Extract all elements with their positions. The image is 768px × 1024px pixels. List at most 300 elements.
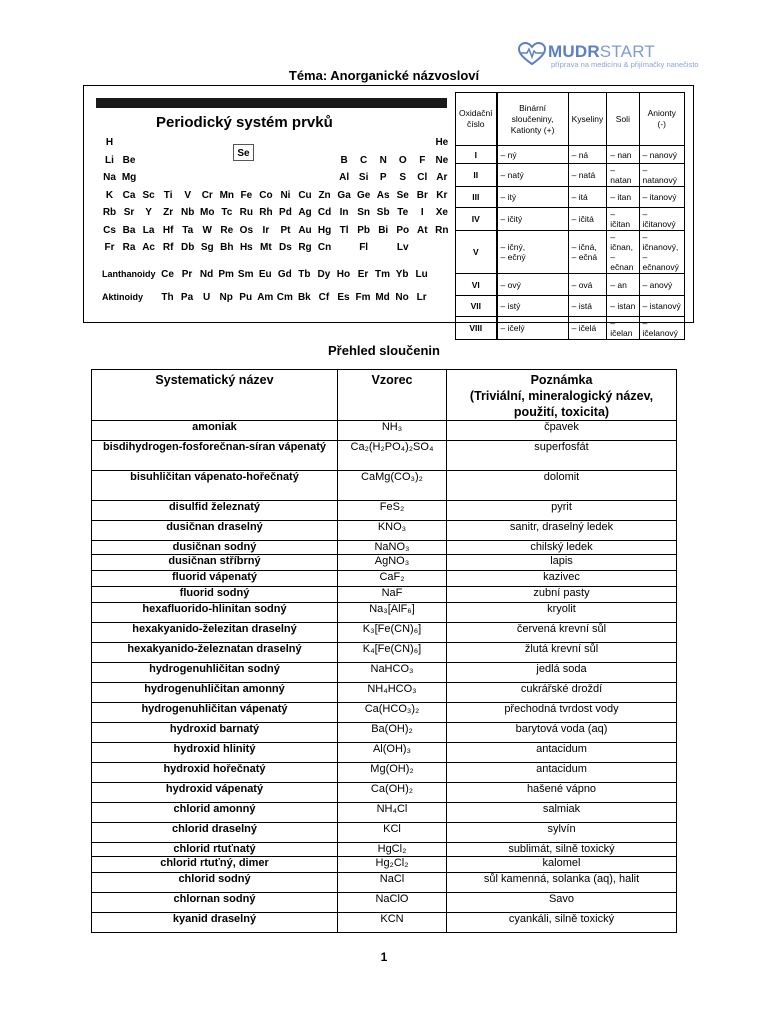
ox-cell-anion: – nanový bbox=[639, 146, 685, 164]
compound-row bbox=[92, 663, 677, 683]
element-cell bbox=[296, 239, 315, 254]
compound-formula: Ca₂(H₂PO₄)₂SO₄ bbox=[338, 441, 447, 471]
compound-note: přechodná tvrdost vody bbox=[447, 703, 677, 723]
compound-note: barytová voda (aq) bbox=[447, 723, 677, 743]
element-cell bbox=[315, 204, 334, 219]
element-symbol: Bh bbox=[220, 242, 234, 253]
ox-cell-num: VI bbox=[456, 274, 497, 296]
element-symbol: Ca bbox=[122, 189, 136, 201]
element-symbol: Np bbox=[219, 292, 233, 303]
logo-wordmark: MUDRSTART bbox=[548, 42, 655, 61]
element-symbol: In bbox=[339, 207, 349, 218]
compound-formula: Ca(HCO₃)₂ bbox=[338, 703, 447, 723]
element-symbol: Ds bbox=[279, 242, 292, 253]
element-symbol: Pt bbox=[280, 224, 291, 236]
element-symbol: F bbox=[419, 154, 426, 166]
element-symbol: Gd bbox=[277, 269, 292, 280]
lanthanoid-cell bbox=[256, 266, 275, 281]
element-cell bbox=[354, 169, 373, 184]
element-cell bbox=[120, 169, 139, 184]
element-cell bbox=[354, 152, 373, 167]
ox-cell-num: III bbox=[456, 187, 497, 208]
element-symbol: Re bbox=[220, 224, 234, 236]
periodic-table-title: Periodický systém prvků bbox=[156, 114, 333, 131]
actinoid-cell bbox=[354, 289, 373, 304]
ox-row bbox=[456, 164, 685, 187]
element-symbol: Br bbox=[416, 189, 428, 201]
legend-element bbox=[233, 144, 254, 161]
element-cell bbox=[393, 169, 412, 184]
compound-row bbox=[92, 603, 677, 623]
element-symbol: Os bbox=[239, 224, 254, 236]
ox-header-cell: Anionty (-) bbox=[639, 93, 685, 146]
element-cell bbox=[237, 187, 256, 202]
element-symbol: Ga bbox=[337, 189, 351, 201]
periodic-table bbox=[96, 98, 447, 312]
actinoid-cell bbox=[373, 289, 392, 304]
compound-formula: NH₄HCO₃ bbox=[338, 683, 447, 703]
compound-note: antacidum bbox=[447, 743, 677, 763]
element-cell bbox=[315, 222, 334, 237]
ox-cell-anion: – ičelanový bbox=[639, 317, 685, 340]
element-cell bbox=[120, 239, 139, 254]
element-cell bbox=[296, 187, 315, 202]
compound-formula: Al(OH)₃ bbox=[338, 743, 447, 763]
element-symbol: Ne bbox=[435, 154, 449, 166]
compound-note: sůl kamenná, solanka (aq), halit bbox=[447, 873, 677, 893]
element-cell bbox=[393, 187, 412, 202]
element-cell bbox=[100, 204, 119, 219]
ox-cell-binary: – istý bbox=[497, 296, 569, 317]
element-cell bbox=[198, 222, 217, 237]
ox-cell-anion: – anový bbox=[639, 274, 685, 296]
element-symbol: Tm bbox=[375, 269, 391, 280]
compound-row bbox=[92, 643, 677, 663]
element-symbol: Sr bbox=[123, 207, 135, 218]
element-symbol: Es bbox=[337, 292, 350, 303]
ox-cell-salt: – natan bbox=[607, 164, 639, 187]
element-cell bbox=[276, 222, 295, 237]
element-cell bbox=[159, 187, 178, 202]
element-symbol: Lr bbox=[416, 292, 427, 303]
element-cell bbox=[432, 187, 451, 202]
compound-note: sylvín bbox=[447, 823, 677, 843]
compound-name: amoniak bbox=[92, 421, 338, 441]
compound-name: hydroxid barnatý bbox=[92, 723, 338, 743]
compound-formula: NaHCO₃ bbox=[338, 663, 447, 683]
ox-cell-num: VII bbox=[456, 296, 497, 317]
compound-note: jedlá soda bbox=[447, 663, 677, 683]
compound-name: hydroxid hořečnatý bbox=[92, 763, 338, 783]
compound-name: dusičnan draselný bbox=[92, 521, 338, 541]
ox-cell-anion: – itanový bbox=[639, 187, 685, 208]
element-symbol: W bbox=[202, 224, 212, 236]
compound-formula: NH₄Cl bbox=[338, 803, 447, 823]
element-symbol: Yb bbox=[395, 269, 409, 280]
compound-row bbox=[92, 823, 677, 843]
ox-cell-num: V bbox=[456, 231, 497, 274]
actinoid-cell bbox=[393, 289, 412, 304]
element-symbol: Sn bbox=[357, 207, 371, 218]
ox-cell-salt: – istan bbox=[607, 296, 639, 317]
element-cell bbox=[393, 152, 412, 167]
element-symbol: Fe bbox=[240, 189, 253, 201]
actinoid-cell bbox=[412, 289, 431, 304]
compound-formula: NH₃ bbox=[338, 421, 447, 441]
element-symbol: Cd bbox=[317, 207, 332, 218]
element-cell bbox=[120, 187, 139, 202]
ox-row bbox=[456, 296, 685, 317]
header-formula: Vzorec bbox=[338, 370, 447, 421]
lanthanoid-cell bbox=[354, 266, 373, 281]
compound-formula: Mg(OH)₂ bbox=[338, 763, 447, 783]
element-symbol: Mg bbox=[121, 172, 137, 183]
compound-note: sanitr, draselný ledek bbox=[447, 521, 677, 541]
element-symbol: Ag bbox=[298, 207, 312, 218]
lanthanoids-label: Lanthanoidy bbox=[102, 269, 156, 279]
element-symbol: Cr bbox=[201, 189, 213, 201]
lanthanoid-cell bbox=[373, 266, 392, 281]
actinoid-cell bbox=[295, 289, 314, 304]
element-cell bbox=[413, 187, 432, 202]
element-symbol: H bbox=[105, 137, 114, 148]
element-cell bbox=[159, 239, 178, 254]
element-symbol: Se bbox=[396, 189, 409, 201]
element-symbol: Hg bbox=[317, 224, 332, 236]
element-symbol: U bbox=[202, 292, 211, 303]
element-symbol: Co bbox=[259, 189, 273, 201]
element-cell bbox=[237, 239, 256, 254]
compound-note: chilský ledek bbox=[447, 541, 677, 555]
element-cell bbox=[256, 187, 275, 202]
compound-name: hexafluorido-hlinitan sodný bbox=[92, 603, 338, 623]
heart-pulse-icon bbox=[518, 42, 546, 66]
element-cell bbox=[139, 239, 158, 254]
element-cell bbox=[432, 204, 451, 219]
ox-cell-binary: – ový bbox=[497, 274, 569, 296]
element-symbol: Pu bbox=[239, 292, 253, 303]
compound-name: bisdihydrogen-fosforečnan-síran vápenatý bbox=[92, 441, 338, 471]
element-symbol: Sc bbox=[142, 189, 155, 201]
compound-formula: AgNO₃ bbox=[338, 555, 447, 571]
element-symbol: Cm bbox=[276, 292, 293, 303]
element-symbol: Nb bbox=[181, 207, 195, 218]
element-cell bbox=[217, 222, 236, 237]
element-cell bbox=[139, 187, 158, 202]
compound-name: hydrogenuhličitan amonný bbox=[92, 683, 338, 703]
element-symbol: Y bbox=[145, 207, 152, 218]
compound-name: dusičnan sodný bbox=[92, 541, 338, 555]
element-symbol: Na bbox=[103, 172, 116, 183]
actinoid-cell bbox=[275, 289, 294, 304]
ox-cell-binary: – itý bbox=[497, 187, 569, 208]
element-cell bbox=[217, 204, 236, 219]
ox-cell-salt: – itan bbox=[607, 187, 639, 208]
compound-note: kazivec bbox=[447, 571, 677, 587]
element-symbol: Fr bbox=[104, 242, 115, 253]
ox-cell-binary: – ný bbox=[497, 146, 569, 164]
ox-cell-salt: – nan bbox=[607, 146, 639, 164]
element-symbol: Pa bbox=[180, 292, 194, 303]
compound-row bbox=[92, 623, 677, 643]
element-symbol: Ho bbox=[336, 269, 351, 280]
element-cell bbox=[354, 239, 373, 254]
compound-note: zubní pasty bbox=[447, 587, 677, 603]
element-cell bbox=[413, 204, 432, 219]
compound-note: salmiak bbox=[447, 803, 677, 823]
element-symbol: Hf bbox=[162, 224, 174, 236]
element-symbol: Tc bbox=[221, 207, 233, 218]
element-symbol: S bbox=[399, 172, 407, 183]
element-symbol: Rh bbox=[259, 207, 273, 218]
element-cell bbox=[159, 204, 178, 219]
element-symbol: Er bbox=[357, 269, 369, 280]
element-cell bbox=[374, 169, 393, 184]
element-cell bbox=[432, 222, 451, 237]
compound-name: hydroxid vápenatý bbox=[92, 783, 338, 803]
compound-formula: Na₃[AlF₆] bbox=[338, 603, 447, 623]
lanthanoid-cell bbox=[334, 266, 353, 281]
ox-cell-acid: – ová bbox=[568, 274, 607, 296]
compound-name: hydroxid hlinitý bbox=[92, 743, 338, 763]
compound-note: červená krevní sůl bbox=[447, 623, 677, 643]
ox-cell-anion: – ičnanový, – ečnanový bbox=[639, 231, 685, 274]
compound-row bbox=[92, 843, 677, 857]
element-symbol: Sg bbox=[200, 242, 214, 253]
compound-formula: KNO₃ bbox=[338, 521, 447, 541]
element-symbol: Db bbox=[181, 242, 195, 253]
element-symbol: Mn bbox=[219, 189, 235, 201]
element-cell bbox=[100, 187, 119, 202]
element-cell bbox=[335, 169, 354, 184]
page-number: 1 bbox=[380, 950, 388, 964]
compound-formula: CaMg(CO₃)₂ bbox=[338, 471, 447, 501]
element-symbol: Tb bbox=[298, 269, 311, 280]
element-cell bbox=[198, 204, 217, 219]
element-cell bbox=[432, 134, 451, 149]
compound-note: cukrářské droždí bbox=[447, 683, 677, 703]
compound-row bbox=[92, 421, 677, 441]
element-symbol: Lv bbox=[396, 242, 409, 253]
element-cell bbox=[296, 222, 315, 237]
element-cell bbox=[276, 204, 295, 219]
compound-formula: NaCl bbox=[338, 873, 447, 893]
compound-name: chlorid sodný bbox=[92, 873, 338, 893]
compound-note: dolomit bbox=[447, 471, 677, 501]
compound-formula: FeS₂ bbox=[338, 501, 447, 521]
ox-header-cell: Kyseliny bbox=[568, 93, 607, 146]
header-systematic-name: Systematický název bbox=[92, 370, 338, 421]
actinoid-cell bbox=[158, 289, 177, 304]
element-symbol: K bbox=[105, 189, 114, 201]
element-symbol: Rn bbox=[435, 224, 449, 236]
element-cell bbox=[393, 204, 412, 219]
ox-cell-acid: – ičelá bbox=[568, 317, 607, 340]
element-symbol: Nd bbox=[199, 269, 214, 280]
element-symbol: B bbox=[340, 154, 348, 166]
actinoid-cell bbox=[256, 289, 275, 304]
element-cell bbox=[237, 204, 256, 219]
element-symbol: Hs bbox=[239, 242, 253, 253]
element-symbol: Cn bbox=[317, 242, 332, 253]
compound-name: disulfid železnatý bbox=[92, 501, 338, 521]
compound-formula: Ba(OH)₂ bbox=[338, 723, 447, 743]
element-cell bbox=[296, 204, 315, 219]
element-cell bbox=[413, 222, 432, 237]
element-symbol: Ni bbox=[280, 189, 291, 201]
element-symbol: Lu bbox=[415, 269, 428, 280]
ox-cell-acid: – itá bbox=[568, 187, 607, 208]
actinoid-cell bbox=[197, 289, 216, 304]
element-cell bbox=[100, 134, 119, 149]
element-symbol: He bbox=[435, 137, 449, 148]
element-cell bbox=[374, 187, 393, 202]
compound-name: chlornan sodný bbox=[92, 893, 338, 913]
element-symbol: Ce bbox=[161, 269, 174, 280]
ox-row bbox=[456, 187, 685, 208]
ox-cell-anion: – natanový bbox=[639, 164, 685, 187]
element-symbol: La bbox=[142, 224, 155, 236]
compound-name: kyanid draselný bbox=[92, 913, 338, 933]
element-cell bbox=[393, 222, 412, 237]
lanthanoid-cell bbox=[393, 266, 412, 281]
compound-row bbox=[92, 571, 677, 587]
lanthanoid-cell bbox=[178, 266, 197, 281]
element-cell bbox=[178, 187, 197, 202]
element-symbol: Te bbox=[397, 207, 409, 218]
ox-cell-acid: – ičitá bbox=[568, 208, 607, 231]
element-symbol: O bbox=[398, 154, 407, 166]
group-number-bar bbox=[96, 98, 447, 108]
compound-formula: K₃[Fe(CN)₆] bbox=[338, 623, 447, 643]
compound-note: kryolit bbox=[447, 603, 677, 623]
lanthanoid-cell bbox=[314, 266, 333, 281]
compound-row bbox=[92, 541, 677, 555]
compound-row bbox=[92, 763, 677, 783]
ox-header-cell: Binární sloučeniny, Kationty (+) bbox=[497, 93, 569, 146]
element-symbol: Th bbox=[161, 292, 174, 303]
section-title: Přehled sloučenin bbox=[328, 343, 440, 358]
compound-name: chlorid rtuťnatý bbox=[92, 843, 338, 857]
ox-cell-salt: – ičitan bbox=[607, 208, 639, 231]
element-symbol: Mo bbox=[200, 207, 215, 218]
compound-row bbox=[92, 783, 677, 803]
element-symbol: Sm bbox=[237, 269, 254, 280]
element-symbol: Xe bbox=[435, 207, 448, 218]
compound-row bbox=[92, 521, 677, 541]
compound-row bbox=[92, 743, 677, 763]
ox-cell-acid: – ičná, – ečná bbox=[568, 231, 607, 274]
element-cell bbox=[315, 187, 334, 202]
element-cell bbox=[120, 222, 139, 237]
compound-name: hexakyanido-železitan draselný bbox=[92, 623, 338, 643]
element-symbol: Be bbox=[122, 154, 136, 166]
ox-cell-anion: – ičitanový bbox=[639, 208, 685, 231]
element-symbol: No bbox=[395, 292, 409, 303]
element-cell bbox=[120, 152, 139, 167]
element-symbol: Ti bbox=[163, 189, 173, 201]
element-symbol: Ar bbox=[436, 172, 448, 183]
compound-row bbox=[92, 441, 677, 471]
ox-cell-num: II bbox=[456, 164, 497, 187]
element-symbol: Pm bbox=[218, 269, 234, 280]
element-symbol: At bbox=[417, 224, 428, 236]
compound-name: dusičnan stříbrný bbox=[92, 555, 338, 571]
lanthanoid-cell bbox=[275, 266, 294, 281]
element-symbol: Ra bbox=[122, 242, 136, 253]
element-cell bbox=[335, 152, 354, 167]
ox-cell-num: VIII bbox=[456, 317, 497, 340]
element-cell bbox=[354, 187, 373, 202]
ox-cell-binary: – ičný, – ečný bbox=[497, 231, 569, 274]
compound-formula: NaClO bbox=[338, 893, 447, 913]
ox-row bbox=[456, 146, 685, 164]
ox-cell-acid: – natá bbox=[568, 164, 607, 187]
element-symbol: N bbox=[379, 154, 387, 166]
element-symbol: Po bbox=[396, 224, 410, 236]
compound-name: hydrogenuhličitan sodný bbox=[92, 663, 338, 683]
element-cell bbox=[159, 222, 178, 237]
element-cell bbox=[178, 239, 197, 254]
compound-formula: KCl bbox=[338, 823, 447, 843]
ox-cell-num: IV bbox=[456, 208, 497, 231]
element-cell bbox=[217, 187, 236, 202]
element-symbol: Au bbox=[298, 224, 312, 236]
element-symbol: Md bbox=[375, 292, 390, 303]
compound-row bbox=[92, 913, 677, 933]
ox-row bbox=[456, 274, 685, 296]
element-cell bbox=[354, 204, 373, 219]
compound-note: superfosfát bbox=[447, 441, 677, 471]
element-symbol: Ru bbox=[239, 207, 254, 218]
element-symbol: Ir bbox=[262, 224, 270, 236]
element-symbol: Ta bbox=[182, 224, 194, 236]
compound-formula: Ca(OH)₂ bbox=[338, 783, 447, 803]
legend-symbol: Se bbox=[237, 148, 250, 159]
compound-row bbox=[92, 893, 677, 913]
lanthanoid-cell bbox=[412, 266, 431, 281]
element-symbol: Pb bbox=[357, 224, 371, 236]
compound-formula: Hg₂Cl₂ bbox=[338, 857, 447, 873]
element-symbol: Cf bbox=[318, 292, 330, 303]
element-symbol: Rb bbox=[102, 207, 117, 218]
element-cell bbox=[178, 204, 197, 219]
actinoid-cell bbox=[217, 289, 236, 304]
element-symbol: Dy bbox=[317, 269, 331, 280]
element-symbol: Cl bbox=[417, 172, 428, 183]
lanthanoid-cell bbox=[217, 266, 236, 281]
element-symbol: Ba bbox=[122, 224, 136, 236]
compound-note: Savo bbox=[447, 893, 677, 913]
element-cell bbox=[100, 152, 119, 167]
compound-note: čpavek bbox=[447, 421, 677, 441]
compound-row bbox=[92, 471, 677, 501]
element-cell bbox=[198, 239, 217, 254]
compound-name: hydrogenuhličitan vápenatý bbox=[92, 703, 338, 723]
element-symbol: Pr bbox=[181, 269, 193, 280]
element-cell bbox=[276, 239, 295, 254]
page-title: Téma: Anorganické názvosloví bbox=[288, 68, 480, 83]
compound-formula: K₄[Fe(CN)₆] bbox=[338, 643, 447, 663]
compound-row bbox=[92, 587, 677, 603]
ox-cell-anion: – istanový bbox=[639, 296, 685, 317]
compound-formula: HgCl₂ bbox=[338, 843, 447, 857]
element-symbol: Tl bbox=[339, 224, 349, 236]
compound-note: žlutá krevní sůl bbox=[447, 643, 677, 663]
actinoid-cell bbox=[314, 289, 333, 304]
ox-cell-num: I bbox=[456, 146, 497, 164]
element-symbol: Fm bbox=[355, 292, 371, 303]
